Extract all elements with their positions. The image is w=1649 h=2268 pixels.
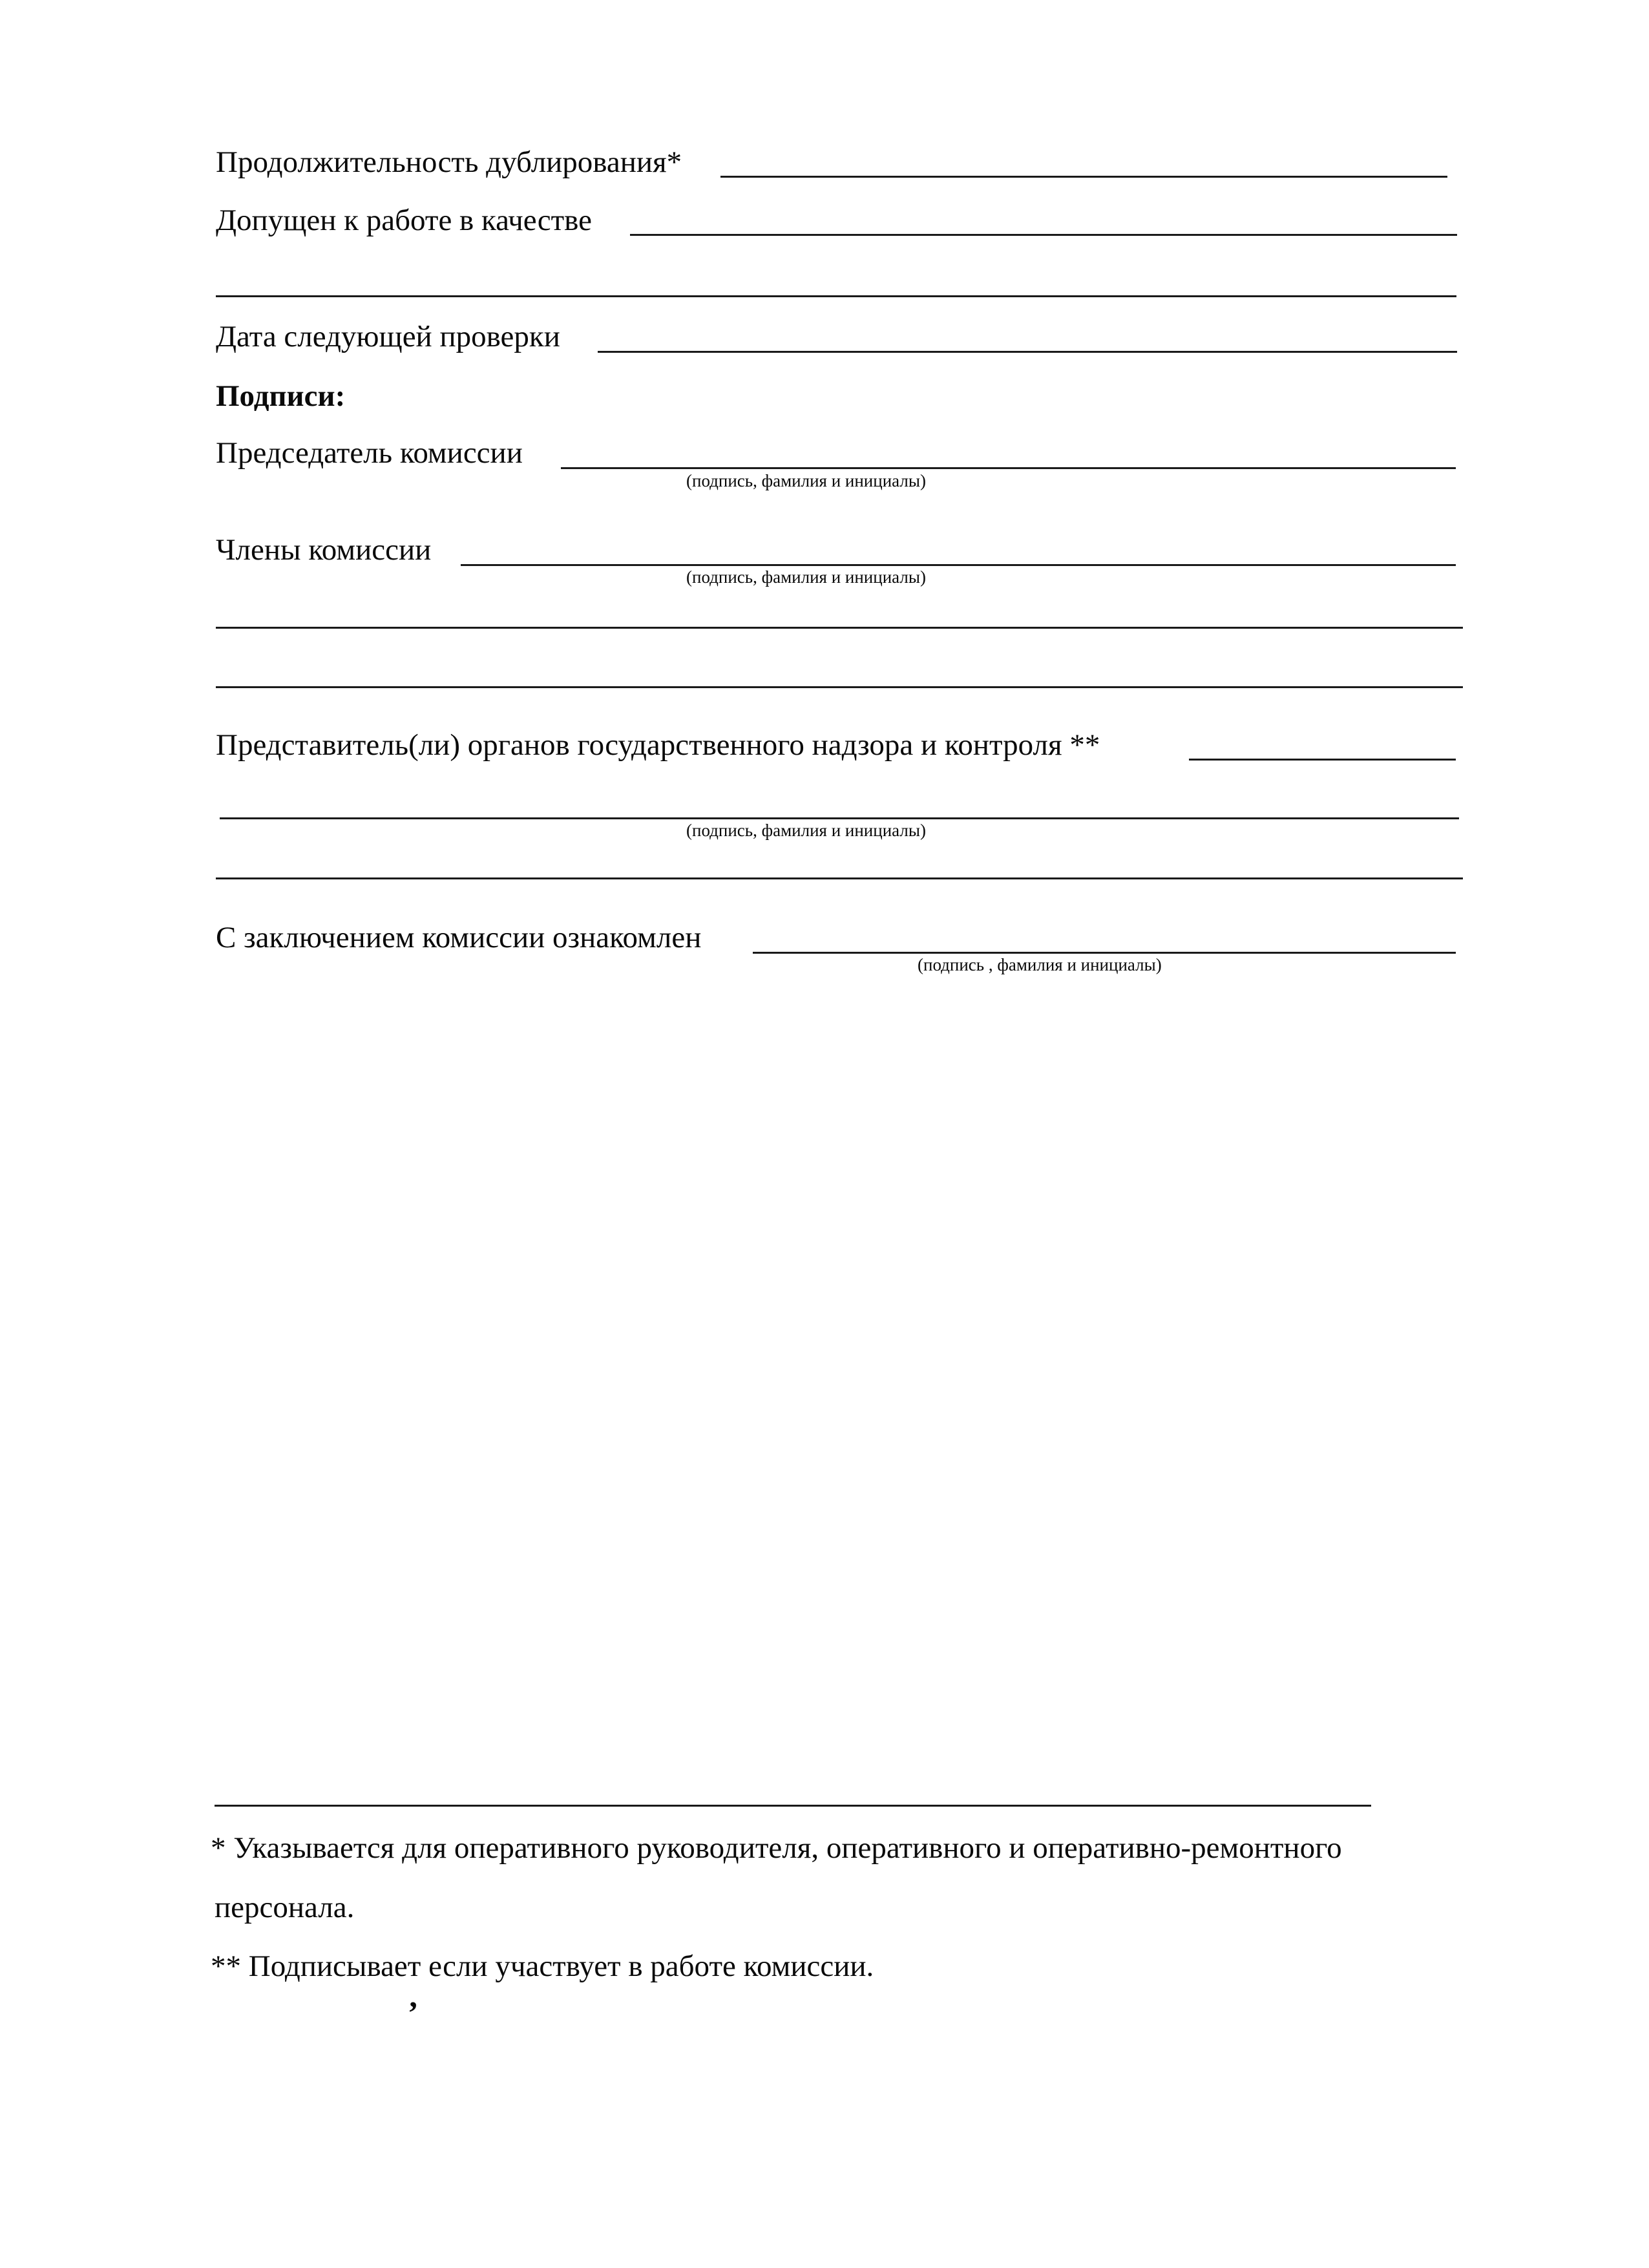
next-check-date-label: Дата следующей проверки (216, 320, 560, 353)
next-check-date-field[interactable] (598, 351, 1457, 353)
admitted-as-label: Допущен к работе в качестве (216, 204, 592, 237)
supervision-representatives-label: Представитель(ли) органов государственного надзора и контроля ** (216, 728, 1100, 762)
members-signature-field-3[interactable] (216, 686, 1463, 688)
admitted-as-field-continuation[interactable] (216, 295, 1456, 297)
acknowledged-label: С заключением комиссии ознакомлен (216, 921, 702, 954)
chairman-signature-field[interactable] (561, 467, 1456, 469)
footnote-1-line-1: * Указывается для оперативного руководителя, оперативного и оперативно-ремонтного (211, 1831, 1342, 1865)
signatures-heading: Подписи: (216, 379, 346, 413)
members-signature-field-2[interactable] (216, 627, 1463, 629)
footnote-2-before: ** Подписывает (211, 1949, 421, 1983)
supervision-signature-field[interactable] (1189, 759, 1456, 761)
footnote-2-after: если участвует в работе комиссии. (421, 1949, 874, 1983)
footnote-1-line-2: персонала. (215, 1891, 355, 1924)
handwritten-comma-mark: , (409, 1978, 417, 2014)
chairman-signature-hint: (подпись, фамилия и инициалы) (686, 471, 926, 490)
members-signature-hint: (подпись, фамилия и инициалы) (686, 567, 926, 587)
chairman-label: Председатель комиссии (216, 436, 523, 470)
supervision-signature-field-3[interactable] (216, 877, 1463, 879)
supervision-signature-hint: (подпись, фамилия и инициалы) (686, 821, 926, 840)
admitted-as-field[interactable] (630, 234, 1457, 236)
acknowledged-signature-hint: (подпись , фамилия и инициалы) (918, 955, 1162, 974)
members-signature-field[interactable] (461, 564, 1456, 566)
duplication-duration-label: Продолжительность дублирования* (216, 145, 682, 179)
footnote-separator (215, 1805, 1371, 1807)
footnote-2 (211, 1949, 874, 2014)
supervision-signature-field-2[interactable] (220, 817, 1459, 819)
members-label: Члены комиссии (216, 533, 432, 567)
duplication-duration-field[interactable] (720, 176, 1447, 178)
acknowledged-signature-field[interactable] (753, 952, 1456, 954)
